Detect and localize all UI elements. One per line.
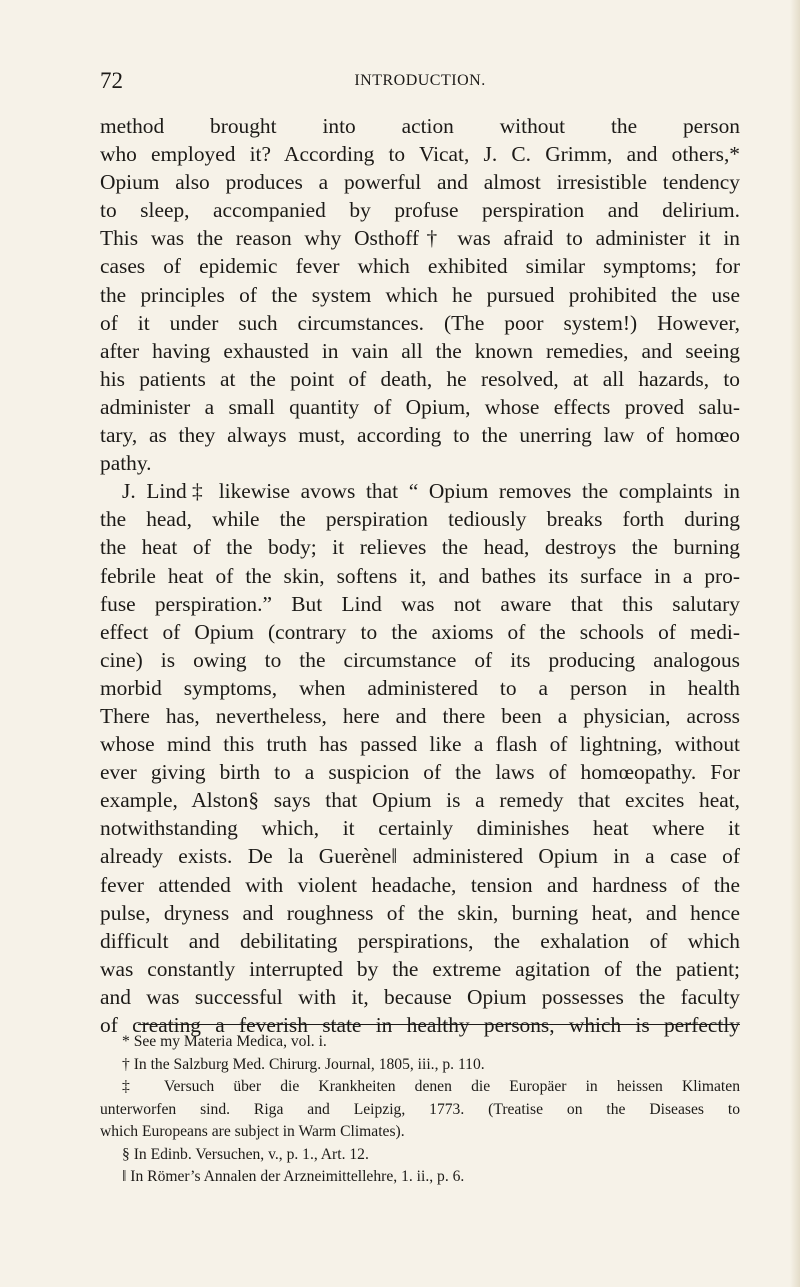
- footnote-continuation: unterworfen sind. Riga and Leipzig, 1773. (Treatise on the Diseases to: [100, 1100, 740, 1118]
- page-number: 72: [100, 68, 123, 93]
- text-line: fuse perspiration.” But Lind was not aware that this salutary: [100, 591, 740, 616]
- text-line: the heat of the body; it relieves the head, destroys the burning: [100, 535, 740, 560]
- footnote: † In the Salzburg Med. Chirurg. Journal, 1805, iii., p. 110.: [122, 1055, 485, 1073]
- footnote: § In Edinb. Versuchen, v., p. 1., Art. 12.: [122, 1145, 369, 1163]
- text-line: morbid symptoms, when administered to a person in health: [100, 675, 740, 700]
- text-line: tary, as they always must, according to the unerring law of homœo: [100, 423, 740, 448]
- page-header: [100, 68, 740, 98]
- text-line: administer a small quantity of Opium, whose effects proved salu-: [100, 394, 740, 419]
- text-line: example, Alston§ says that Opium is a remedy that excites heat,: [100, 788, 740, 813]
- text-line: pathy.: [100, 451, 152, 476]
- footnote: ‖ In Römer’s Annalen der Arzneimittellehre, 1. ii., p. 6.: [122, 1168, 465, 1185]
- footnote: * See my Materia Medica, vol. i.: [122, 1033, 327, 1050]
- text-line: fever attended with violent headache, tension and hardness of the: [100, 872, 740, 897]
- footnote: ‡ Versuch über die Krankheiten denen die Europäer in heissen Klimaten: [122, 1078, 740, 1095]
- text-line: to sleep, accompanied by profuse perspiration and delirium.: [100, 198, 740, 223]
- running-head: INTRODUCTION.: [354, 72, 486, 89]
- text-line: febrile heat of the skin, softens it, and bathes its surface in a pro-: [100, 563, 740, 588]
- text-line: effect of Opium (contrary to the axioms of the schools of medi-: [100, 619, 740, 644]
- text-line: of it under such circumstances. (The poor system!) However,: [100, 310, 740, 335]
- footnote-continuation: which Europeans are subject in Warm Climates).: [100, 1123, 405, 1140]
- footnote-divider: [138, 1024, 740, 1025]
- text-line: pulse, dryness and roughness of the skin, burning heat, and hence: [100, 900, 740, 925]
- text-line: J. Lind‡ likewise avows that “ Opium removes the complaints in: [122, 479, 740, 504]
- text-line: This was the reason why Osthoff† was afraid to administer it in: [100, 226, 740, 251]
- text-line: of creating a feverish state in healthy persons, which is perfectly: [100, 1013, 740, 1037]
- footnotes: [100, 1031, 740, 1189]
- text-line: notwithstanding which, it certainly diminishes heat where it: [100, 816, 740, 841]
- text-line: the head, while the perspiration tediously breaks forth during: [100, 507, 740, 532]
- body-text: [100, 112, 740, 1039]
- text-line: cases of epidemic fever which exhibited similar symptoms; for: [100, 254, 740, 279]
- text-line: his patients at the point of death, he resolved, at all hazards, to: [100, 366, 740, 391]
- text-line: difficult and debilitating perspirations, the exhalation of which: [100, 928, 740, 953]
- book-page: [100, 0, 740, 1287]
- text-line: the principles of the system which he pursued prohibited the use: [100, 282, 740, 307]
- text-line: whose mind this truth has passed like a flash of lightning, without: [100, 732, 740, 757]
- text-line: ever giving birth to a suspicion of the laws of homœopathy. For: [100, 760, 740, 785]
- text-line: cine) is owing to the circumstance of its producing analogous: [100, 647, 740, 672]
- text-line: There has, nevertheless, here and there been a physician, across: [100, 703, 740, 728]
- text-line: already exists. De la Guerène‖ administered Opium in a case of: [100, 844, 740, 869]
- text-line: was constantly interrupted by the extreme agitation of the patient;: [100, 956, 740, 981]
- page-edge: [790, 0, 800, 1287]
- text-line: who employed it? According to Vicat, J. C. Grimm, and others,*: [100, 142, 740, 167]
- text-line: Opium also produces a powerful and almost irresistible tendency: [100, 170, 740, 195]
- text-line: and was successful with it, because Opium possesses the faculty: [100, 984, 740, 1009]
- text-line: method brought into action without the person: [100, 114, 740, 138]
- text-line: after having exhausted in vain all the known remedies, and seeing: [100, 338, 740, 363]
